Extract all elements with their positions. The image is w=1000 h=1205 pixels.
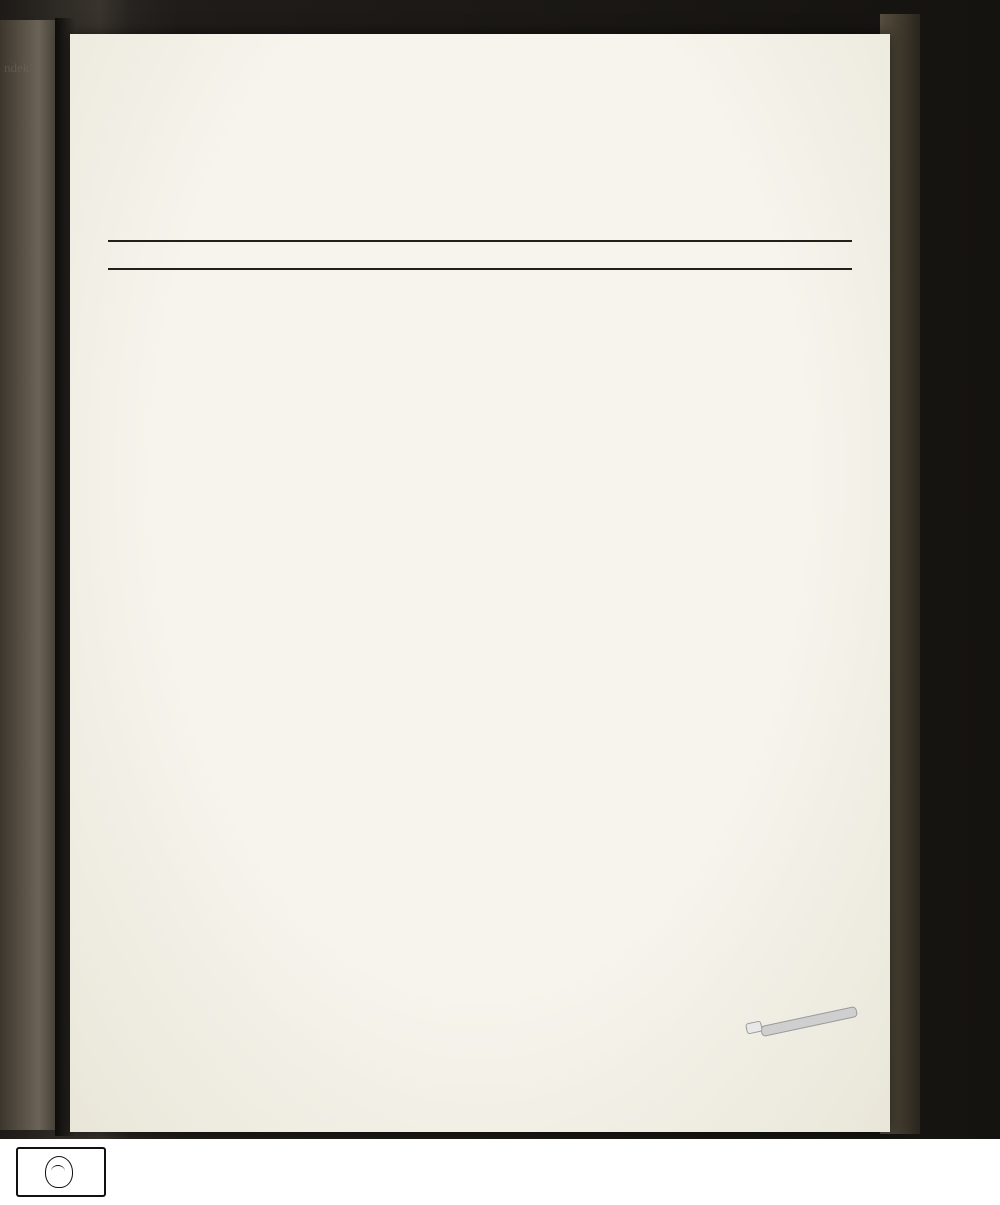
calendar-block-first-half [108, 240, 852, 242]
range-row-2 [70, 190, 890, 206]
pencil-pointer [746, 1010, 866, 1036]
calendar-tables [108, 240, 852, 296]
title-year-handwritten [477, 94, 483, 119]
scanned-page [70, 34, 890, 1132]
portrait-icon [45, 1156, 73, 1188]
range-row2-year-handwritten [478, 190, 482, 205]
page-subtitle [170, 130, 790, 149]
calendar-block-second-half [108, 268, 852, 270]
range-row-1 [70, 172, 890, 188]
date-range-block [70, 170, 890, 208]
adjacent-page-text: ndek [4, 60, 30, 75]
library-watermark-bar [0, 1139, 1000, 1205]
page-title [70, 90, 890, 121]
ub-logo [16, 1147, 106, 1197]
range-row1-year-handwritten [478, 172, 482, 187]
